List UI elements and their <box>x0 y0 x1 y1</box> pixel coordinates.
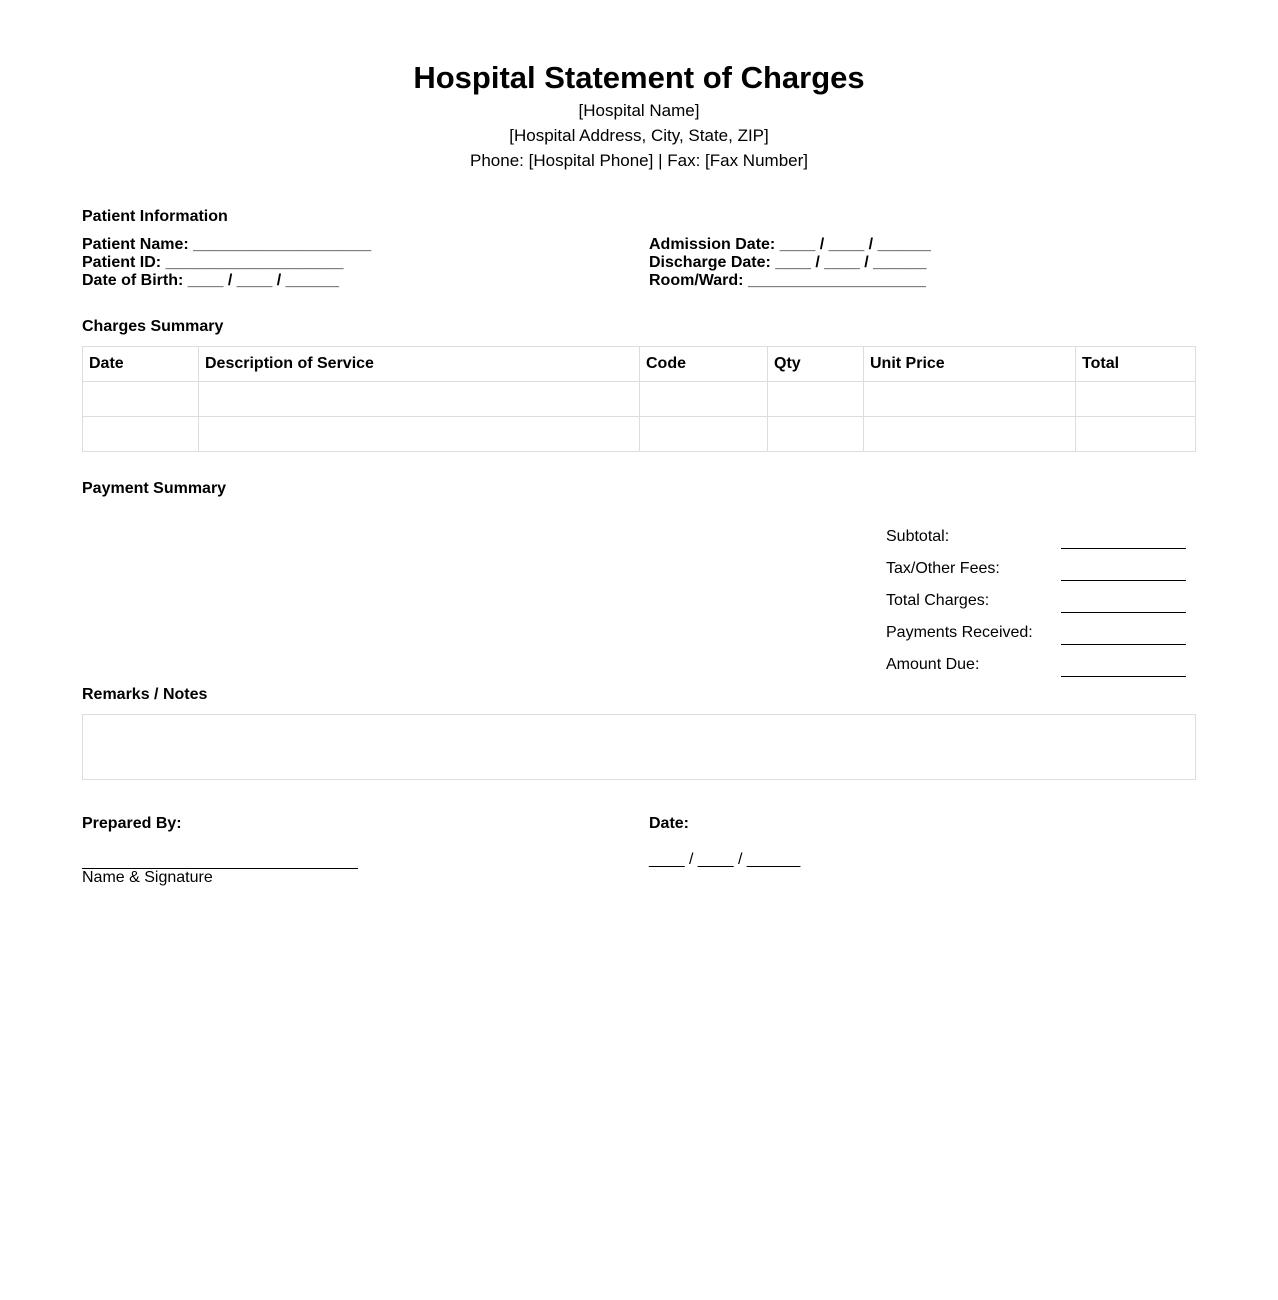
charges-table <box>82 346 1196 452</box>
room-ward-blank[interactable]: ____________________ <box>747 272 926 289</box>
cell-code[interactable] <box>640 382 768 417</box>
total-charges-label: Total Charges: <box>886 592 990 609</box>
document-title: Hospital Statement of Charges <box>413 60 865 95</box>
amount-due-blank[interactable] <box>1061 656 1186 677</box>
patient-name-field[interactable] <box>82 236 371 254</box>
column-header-description: Description of Service <box>199 347 640 382</box>
column-header-qty: Qty <box>768 347 864 382</box>
total-charges-blank[interactable] <box>1061 592 1186 613</box>
cell-description[interactable] <box>199 382 640 417</box>
cell-unit-price[interactable] <box>864 417 1076 452</box>
discharge-date-blank[interactable]: ____ / ____ / ______ <box>775 254 927 271</box>
hospital-address: [Hospital Address, City, State, ZIP] <box>509 126 769 145</box>
room-ward-label: Room/Ward: <box>649 272 744 289</box>
amount-due-label: Amount Due: <box>886 656 980 673</box>
hospital-name: [Hospital Name] <box>578 101 700 120</box>
patient-info-right <box>649 236 931 290</box>
date-of-birth-blank[interactable]: ____ / ____ / ______ <box>187 272 340 289</box>
date-of-birth-label: Date of Birth: <box>82 272 184 289</box>
tax-other-fees-label: Tax/Other Fees: <box>886 560 1000 577</box>
discharge-date-label: Discharge Date: <box>649 254 771 271</box>
cell-unit-price[interactable] <box>864 382 1076 417</box>
admission-date-label: Admission Date: <box>649 236 776 253</box>
document-header <box>82 58 1196 173</box>
payments-received-label: Payments Received: <box>886 624 1033 641</box>
patient-id-blank[interactable]: ____________________ <box>165 254 344 271</box>
cell-description[interactable] <box>199 417 640 452</box>
table-row <box>83 382 1196 417</box>
room-ward-field[interactable] <box>649 272 931 290</box>
payment-row-amount-due <box>886 656 1186 688</box>
subtotal-label: Subtotal: <box>886 528 950 545</box>
cell-qty[interactable] <box>768 382 864 417</box>
column-header-total: Total <box>1076 347 1196 382</box>
payment-summary <box>886 528 1186 688</box>
patient-info-heading: Patient Information <box>82 208 228 225</box>
charges-header-row <box>83 347 1196 382</box>
payments-received-blank[interactable] <box>1061 624 1186 645</box>
hospital-contact: Phone: [Hospital Phone] | Fax: [Fax Number] <box>470 151 808 170</box>
date-label: Date: <box>649 815 690 832</box>
cell-date[interactable] <box>83 417 199 452</box>
admission-date-field[interactable] <box>649 236 931 254</box>
column-header-code: Code <box>640 347 768 382</box>
signature-line[interactable] <box>82 852 358 869</box>
payment-row-subtotal <box>886 528 1186 560</box>
table-row <box>83 417 1196 452</box>
discharge-date-field[interactable] <box>649 254 931 272</box>
admission-date-blank[interactable]: ____ / ____ / ______ <box>779 236 931 253</box>
signature-date-blank[interactable]: ____ / ____ / ______ <box>649 851 801 868</box>
payment-row-tax <box>886 560 1186 592</box>
patient-id-label: Patient ID: <box>82 254 162 271</box>
payment-row-total-charges <box>886 592 1186 624</box>
cell-total[interactable] <box>1076 382 1196 417</box>
prepared-by-label: Prepared By: <box>82 815 182 832</box>
name-signature-caption: Name & Signature <box>82 869 213 886</box>
patient-info-left <box>82 236 371 290</box>
patient-name-label: Patient Name: <box>82 236 189 253</box>
payment-summary-heading: Payment Summary <box>82 480 227 497</box>
column-header-unit-price: Unit Price <box>864 347 1076 382</box>
tax-other-fees-blank[interactable] <box>1061 560 1186 581</box>
cell-total[interactable] <box>1076 417 1196 452</box>
date-of-birth-field[interactable] <box>82 272 371 290</box>
cell-date[interactable] <box>83 382 199 417</box>
payment-row-payments-received <box>886 624 1186 656</box>
subtotal-blank[interactable] <box>1061 528 1186 549</box>
charges-summary-heading: Charges Summary <box>82 318 224 335</box>
column-header-date: Date <box>83 347 199 382</box>
cell-code[interactable] <box>640 417 768 452</box>
patient-name-blank[interactable]: ____________________ <box>193 236 372 253</box>
cell-qty[interactable] <box>768 417 864 452</box>
remarks-box[interactable] <box>82 714 1196 780</box>
patient-id-field[interactable] <box>82 254 371 272</box>
remarks-heading: Remarks / Notes <box>82 686 208 703</box>
